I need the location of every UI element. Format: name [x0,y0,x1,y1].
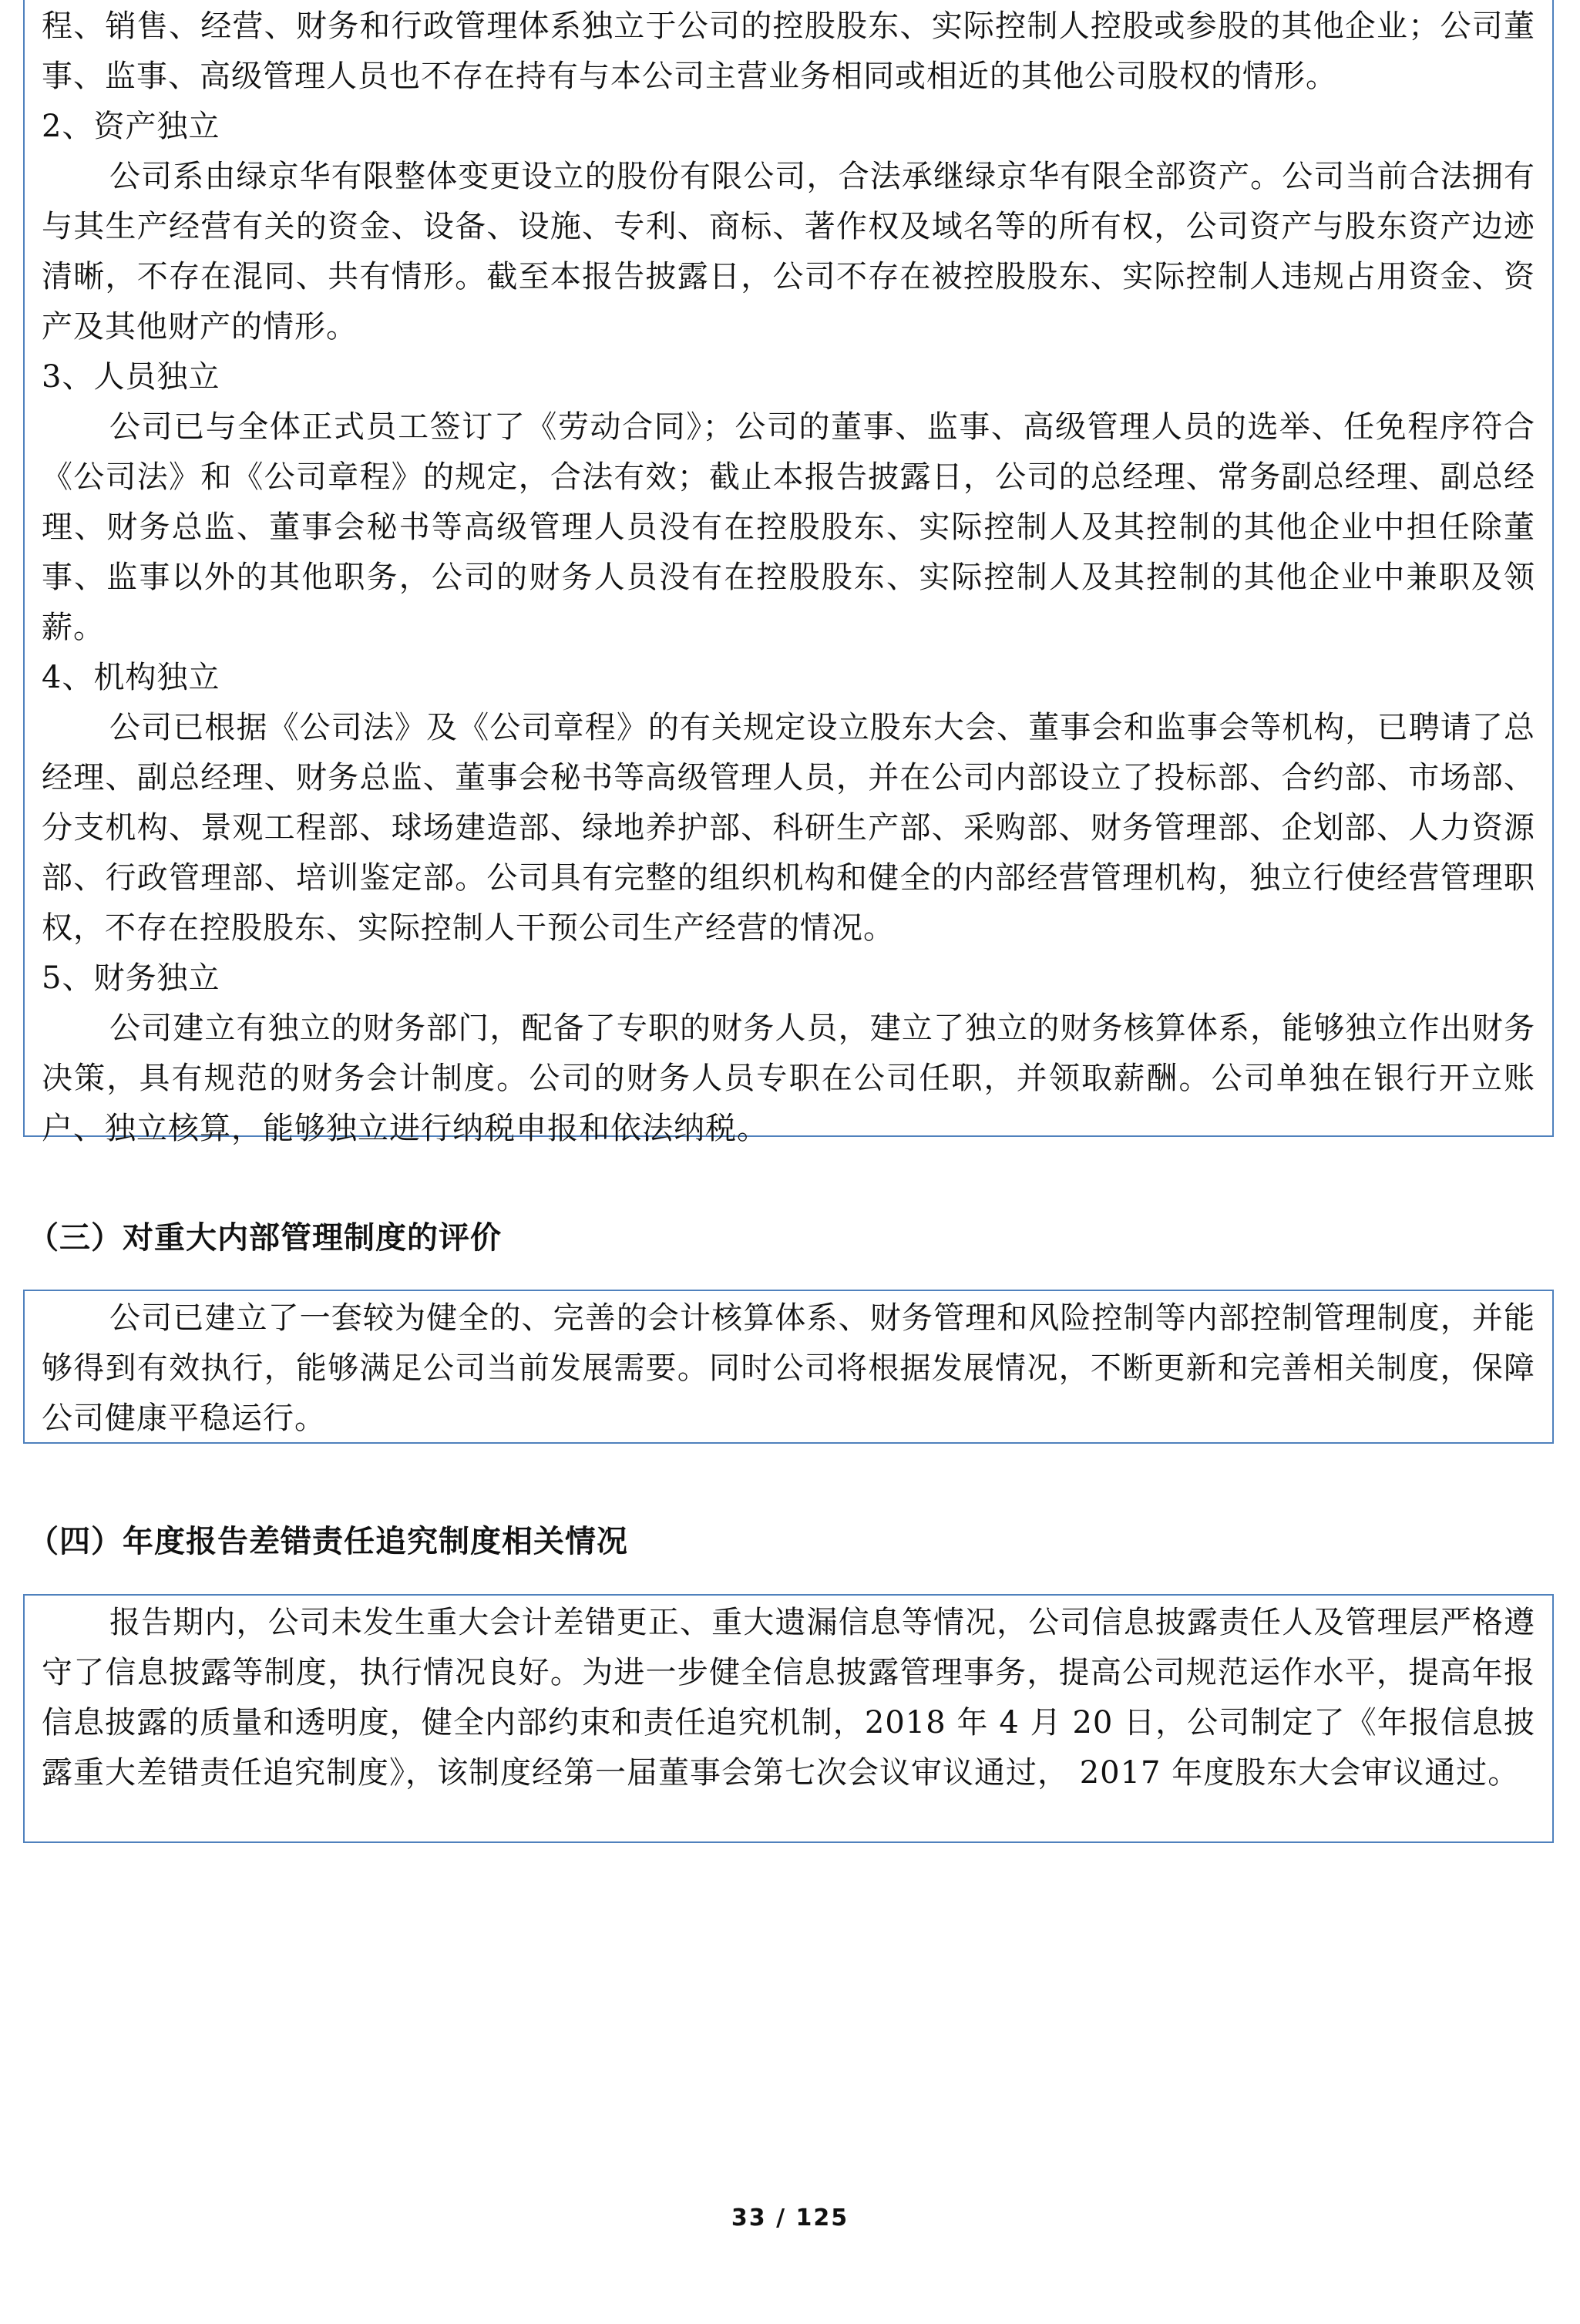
continuation-paragraph: 程、销售、经营、财务和行政管理体系独立于公司的控股股东、实际控制人控股或参股的其他企业；公司董事、监事、高级管理人员也不存在持有与本公司主营业务相同或相近的其他公司股权的情形。 [42,8,1535,94]
independence-box [23,0,1554,1146]
page-number: 33 / 125 [731,2205,849,2232]
assets-heading: 2、资产独立 [42,109,220,144]
section-three-paragraph: 公司已建立了一套较为健全的、完善的会计核算体系、财务管理和风险控制等内部控制管理制度，并能够得到有效执行，能够满足公司当前发展需要。同时公司将根据发展情况，不断更新和完善相关制度，保障公司健康平稳运行。 [42,1300,1535,1436]
finance-paragraph: 公司建立有独立的财务部门，配备了专职的财务人员，建立了独立的财务核算体系，能够独立作出财务决策，具有规范的财务会计制度。公司的财务人员专职在公司任职，并领取薪酬。公司单独在银行开立账户、独立核算，能够独立进行纳税申报和依法纳税。 [42,1011,1535,1146]
personnel-paragraph: 公司已与全体正式员工签订了《劳动合同》；公司的董事、监事、高级管理人员的选举、任免程序符合《公司法》和《公司章程》的规定，合法有效；截止本报告披露日，公司的总经理、常务副总经理、副总经理、财务总监、董事会秘书等高级管理人员没有在控股股东、实际控制人及其控制的其他企业中担任除董事、监事以外的其他职务，公司的财务人员没有在控股股东、实际控制人及其控制的其他企业中兼职及领薪。 [42,409,1535,645]
section-four-paragraph: 报告期内，公司未发生重大会计差错更正、重大遗漏信息等情况，公司信息披露责任人及管理层严格遵守了信息披露等制度，执行情况良好。为进一步健全信息披露管理事务，提高公司规范运作水平，提高年报信息披露的质量和透明度，健全内部约束和责任追究机制，2018 年 4 月 20 日，公司制定了《年报信息披露重大差错责任追究制度》，该制度经第一届董事会第七次会议审议通过， 2017 年度股东大会审议通过。 [42,1605,1535,1791]
section-four-box [23,1594,1554,1843]
section-three-box [23,1290,1554,1444]
section-four-title: （四）年度报告差错责任追究制度相关情况 [28,1524,628,1559]
organization-paragraph: 公司已根据《公司法》及《公司章程》的有关规定设立股东大会、董事会和监事会等机构，已聘请了总经理、副总经理、财务总监、董事会秘书等高级管理人员，并在公司内部设立了投标部、合约部、市场部、分支机构、景观工程部、球场建造部、绿地养护部、科研生产部、采购部、财务管理部、企划部、人力资源部、行政管理部、培训鉴定部。公司具有完整的组织机构和健全的内部经营管理机构，独立行使经营管理职权，不存在控股股东、实际控制人干预公司生产经营的情况。 [42,710,1535,946]
organization-heading: 4、机构独立 [42,660,220,695]
assets-paragraph: 公司系由绿京华有限整体变更设立的股份有限公司，合法承继绿京华有限全部资产。公司当前合法拥有与其生产经营有关的资金、设备、设施、专利、商标、著作权及域名等的所有权，公司资产与股东资产边迹清晰，不存在混同、共有情形。截至本报告披露日，公司不存在被控股股东、实际控制人违规占用资金、资产及其他财产的情形。 [42,159,1535,345]
finance-heading: 5、财务独立 [42,960,220,996]
section-three-title: （三）对重大内部管理制度的评价 [28,1220,502,1256]
personnel-heading: 3、人员独立 [42,359,220,395]
